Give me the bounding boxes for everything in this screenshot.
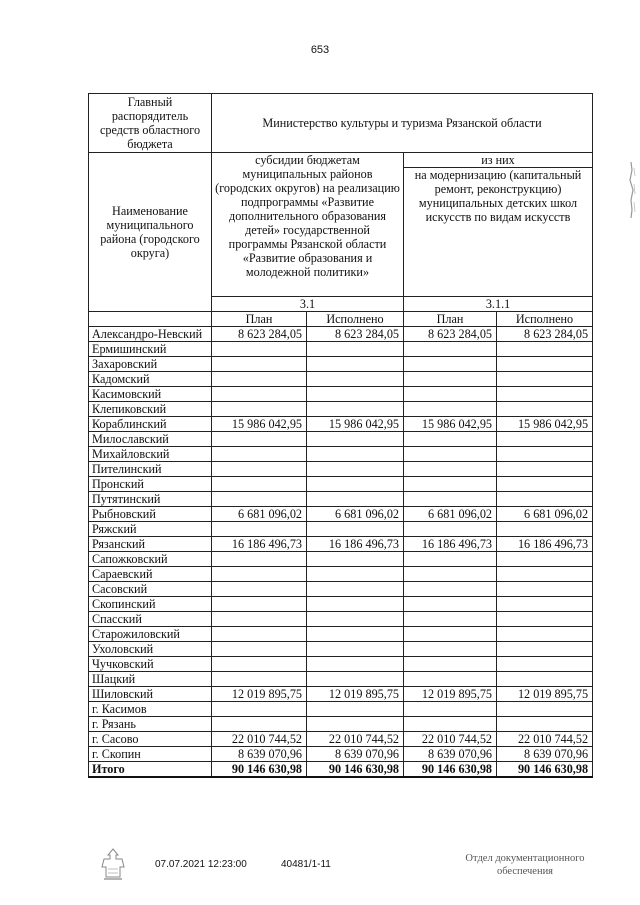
done-header: Исполнено <box>307 312 404 327</box>
value-done-3-1 <box>307 432 404 447</box>
value-done-3-1-1 <box>497 522 593 537</box>
value-plan-3-1-1: 8 623 284,05 <box>404 327 497 342</box>
value-plan-3-1-1 <box>404 522 497 537</box>
value-plan-3-1 <box>212 372 307 387</box>
table-row <box>89 732 593 747</box>
value-done-3-1 <box>307 657 404 672</box>
district-name: Скопинский <box>89 597 212 612</box>
value-plan-3-1: 22 010 744,52 <box>212 732 307 747</box>
footer-doc-number: 40481/1-11 <box>281 859 331 870</box>
value-plan-3-1: 16 186 496,73 <box>212 537 307 552</box>
value-done-3-1 <box>307 387 404 402</box>
value-plan-3-1: 90 146 630,98 <box>212 762 307 778</box>
value-plan-3-1 <box>212 432 307 447</box>
value-done-3-1-1 <box>497 627 593 642</box>
table-row <box>89 477 593 492</box>
value-done-3-1-1 <box>497 477 593 492</box>
value-done-3-1-1 <box>497 462 593 477</box>
district-name: Кораблинский <box>89 417 212 432</box>
emblem-icon <box>98 847 128 883</box>
value-plan-3-1 <box>212 552 307 567</box>
district-col-header: Наименование муниципального района (городского округа) <box>89 153 212 312</box>
value-plan-3-1: 12 019 895,75 <box>212 687 307 702</box>
district-name: Сапожковский <box>89 552 212 567</box>
value-done-3-1: 16 186 496,73 <box>307 537 404 552</box>
value-plan-3-1-1 <box>404 717 497 732</box>
value-done-3-1 <box>307 552 404 567</box>
value-plan-3-1-1 <box>404 357 497 372</box>
value-plan-3-1: 15 986 042,95 <box>212 417 307 432</box>
value-plan-3-1 <box>212 462 307 477</box>
table-row <box>89 717 593 732</box>
district-name: Захаровский <box>89 357 212 372</box>
code-3-1-1: 3.1.1 <box>404 297 593 312</box>
value-done-3-1 <box>307 567 404 582</box>
value-done-3-1 <box>307 672 404 687</box>
table-row <box>89 582 593 597</box>
district-name: Касимовский <box>89 387 212 402</box>
value-plan-3-1 <box>212 447 307 462</box>
value-plan-3-1-1 <box>404 477 497 492</box>
value-plan-3-1-1: 8 639 070,96 <box>404 747 497 762</box>
district-name: Пронский <box>89 477 212 492</box>
district-name: Михайловский <box>89 447 212 462</box>
value-done-3-1 <box>307 702 404 717</box>
value-done-3-1-1 <box>497 672 593 687</box>
district-name: Рыбновский <box>89 507 212 522</box>
table-row <box>89 492 593 507</box>
page-number: 653 <box>310 44 330 56</box>
plan-row <box>89 312 593 327</box>
district-name: Клепиковский <box>89 402 212 417</box>
district-name: Милославский <box>89 432 212 447</box>
scan-noise-mark <box>628 160 638 220</box>
value-done-3-1-1: 16 186 496,73 <box>497 537 593 552</box>
gr-value: Министерство культуры и туризма Рязанской области <box>212 94 593 153</box>
value-plan-3-1 <box>212 642 307 657</box>
value-done-3-1 <box>307 462 404 477</box>
value-done-3-1: 12 019 895,75 <box>307 687 404 702</box>
table-row <box>89 462 593 477</box>
value-plan-3-1-1 <box>404 672 497 687</box>
table-row <box>89 627 593 642</box>
value-done-3-1: 15 986 042,95 <box>307 417 404 432</box>
district-name: Пителинский <box>89 462 212 477</box>
value-plan-3-1-1 <box>404 627 497 642</box>
district-name: Итого <box>89 762 212 778</box>
header-row-1 <box>89 153 593 168</box>
table-row <box>89 342 593 357</box>
value-done-3-1-1: 8 623 284,05 <box>497 327 593 342</box>
of-them-header: из них <box>404 153 593 168</box>
district-name: Старожиловский <box>89 627 212 642</box>
value-plan-3-1-1 <box>404 402 497 417</box>
value-done-3-1: 22 010 744,52 <box>307 732 404 747</box>
value-done-3-1-1 <box>497 702 593 717</box>
table-row <box>89 447 593 462</box>
total-row <box>89 762 593 778</box>
value-plan-3-1-1 <box>404 642 497 657</box>
value-done-3-1 <box>307 342 404 357</box>
value-done-3-1-1: 22 010 744,52 <box>497 732 593 747</box>
district-name: Шацкий <box>89 672 212 687</box>
table-row <box>89 357 593 372</box>
table-row <box>89 612 593 627</box>
value-done-3-1 <box>307 597 404 612</box>
district-name: Путятинский <box>89 492 212 507</box>
value-done-3-1-1 <box>497 387 593 402</box>
value-done-3-1 <box>307 717 404 732</box>
value-done-3-1-1 <box>497 582 593 597</box>
value-plan-3-1 <box>212 387 307 402</box>
district-name: Ухоловский <box>89 642 212 657</box>
value-plan-3-1-1 <box>404 432 497 447</box>
value-done-3-1: 6 681 096,02 <box>307 507 404 522</box>
district-name: Александро-Невский <box>89 327 212 342</box>
value-done-3-1-1: 8 639 070,96 <box>497 747 593 762</box>
value-done-3-1-1 <box>497 642 593 657</box>
district-name: г. Скопин <box>89 747 212 762</box>
value-done-3-1 <box>307 372 404 387</box>
value-plan-3-1 <box>212 612 307 627</box>
value-done-3-1-1 <box>497 717 593 732</box>
table-row <box>89 372 593 387</box>
value-plan-3-1 <box>212 522 307 537</box>
footer-timestamp: 07.07.2021 12:23:00 <box>155 859 247 870</box>
value-plan-3-1-1 <box>404 702 497 717</box>
value-plan-3-1 <box>212 657 307 672</box>
value-plan-3-1 <box>212 717 307 732</box>
table-row <box>89 687 593 702</box>
value-plan-3-1-1 <box>404 387 497 402</box>
table-row <box>89 387 593 402</box>
value-done-3-1: 8 623 284,05 <box>307 327 404 342</box>
footer-stamp: Отдел документационного обеспечения <box>465 853 585 877</box>
district-name: Сасовский <box>89 582 212 597</box>
value-done-3-1-1 <box>497 372 593 387</box>
value-plan-3-1: 6 681 096,02 <box>212 507 307 522</box>
value-done-3-1: 90 146 630,98 <box>307 762 404 778</box>
value-plan-3-1 <box>212 402 307 417</box>
value-plan-3-1 <box>212 627 307 642</box>
value-plan-3-1 <box>212 567 307 582</box>
table-row <box>89 672 593 687</box>
value-done-3-1-1 <box>497 552 593 567</box>
value-done-3-1-1 <box>497 447 593 462</box>
district-name: г. Касимов <box>89 702 212 717</box>
table-row <box>89 417 593 432</box>
district-name: Ряжский <box>89 522 212 537</box>
value-plan-3-1 <box>212 582 307 597</box>
district-name: Шиловский <box>89 687 212 702</box>
budget-table <box>88 93 593 778</box>
value-done-3-1 <box>307 627 404 642</box>
value-plan-3-1 <box>212 357 307 372</box>
value-done-3-1: 8 639 070,96 <box>307 747 404 762</box>
value-done-3-1-1 <box>497 657 593 672</box>
district-name: Рязанский <box>89 537 212 552</box>
value-done-3-1-1 <box>497 357 593 372</box>
gr-row <box>89 94 593 153</box>
value-plan-3-1-1 <box>404 447 497 462</box>
district-name: г. Сасово <box>89 732 212 747</box>
district-name: г. Рязань <box>89 717 212 732</box>
value-done-3-1 <box>307 582 404 597</box>
value-plan-3-1-1: 16 186 496,73 <box>404 537 497 552</box>
modernization-header: на модернизацию (капитальный ремонт, реконструкцию) муниципальных детских школ искусств по видам искусств <box>404 168 593 297</box>
table-row <box>89 552 593 567</box>
table-row <box>89 522 593 537</box>
value-plan-3-1 <box>212 672 307 687</box>
value-plan-3-1-1 <box>404 342 497 357</box>
value-done-3-1 <box>307 522 404 537</box>
table-row <box>89 402 593 417</box>
table-row <box>89 327 593 342</box>
value-done-3-1 <box>307 357 404 372</box>
table-row <box>89 597 593 612</box>
district-name: Ермишинский <box>89 342 212 357</box>
table-row <box>89 642 593 657</box>
value-plan-3-1 <box>212 477 307 492</box>
value-plan-3-1-1: 6 681 096,02 <box>404 507 497 522</box>
value-done-3-1-1: 90 146 630,98 <box>497 762 593 778</box>
value-done-3-1-1 <box>497 612 593 627</box>
value-plan-3-1-1 <box>404 567 497 582</box>
value-done-3-1-1 <box>497 432 593 447</box>
value-done-3-1 <box>307 477 404 492</box>
value-done-3-1 <box>307 447 404 462</box>
value-done-3-1 <box>307 612 404 627</box>
value-plan-3-1-1: 12 019 895,75 <box>404 687 497 702</box>
value-plan-3-1-1: 90 146 630,98 <box>404 762 497 778</box>
value-plan-3-1-1: 15 986 042,95 <box>404 417 497 432</box>
table-row <box>89 432 593 447</box>
value-done-3-1-1: 15 986 042,95 <box>497 417 593 432</box>
empty-cell <box>89 312 212 327</box>
plan-header: План <box>404 312 497 327</box>
value-plan-3-1: 8 639 070,96 <box>212 747 307 762</box>
subsidy-header: субсидии бюджетам муниципальных районов (городских округов) на реализацию подпрограммы «Развитие дополнительного образования детей» государственной программы Рязанской области «Развитие образования и молодежной политики» <box>212 153 404 297</box>
value-done-3-1-1 <box>497 567 593 582</box>
value-done-3-1-1: 12 019 895,75 <box>497 687 593 702</box>
value-plan-3-1-1 <box>404 492 497 507</box>
value-plan-3-1-1 <box>404 657 497 672</box>
value-done-3-1 <box>307 402 404 417</box>
table-row <box>89 657 593 672</box>
plan-header: План <box>212 312 307 327</box>
value-plan-3-1-1 <box>404 462 497 477</box>
value-plan-3-1-1 <box>404 612 497 627</box>
value-done-3-1 <box>307 642 404 657</box>
value-plan-3-1 <box>212 342 307 357</box>
district-name: Сараевский <box>89 567 212 582</box>
value-plan-3-1 <box>212 492 307 507</box>
value-done-3-1-1 <box>497 597 593 612</box>
district-name: Чучковский <box>89 657 212 672</box>
district-name: Спасский <box>89 612 212 627</box>
value-plan-3-1-1 <box>404 582 497 597</box>
value-plan-3-1-1: 22 010 744,52 <box>404 732 497 747</box>
value-done-3-1-1 <box>497 402 593 417</box>
value-done-3-1-1 <box>497 492 593 507</box>
value-plan-3-1: 8 623 284,05 <box>212 327 307 342</box>
gr-label: Главный распорядитель средств областного бюджета <box>89 94 212 153</box>
value-done-3-1 <box>307 492 404 507</box>
value-done-3-1-1 <box>497 342 593 357</box>
table-row <box>89 747 593 762</box>
table-row <box>89 702 593 717</box>
table-row <box>89 537 593 552</box>
value-plan-3-1 <box>212 702 307 717</box>
value-plan-3-1-1 <box>404 597 497 612</box>
code-3-1: 3.1 <box>212 297 404 312</box>
value-plan-3-1 <box>212 597 307 612</box>
value-plan-3-1-1 <box>404 552 497 567</box>
value-plan-3-1-1 <box>404 372 497 387</box>
table-row <box>89 507 593 522</box>
done-header: Исполнено <box>497 312 593 327</box>
table-row <box>89 567 593 582</box>
value-done-3-1-1: 6 681 096,02 <box>497 507 593 522</box>
district-name: Кадомский <box>89 372 212 387</box>
